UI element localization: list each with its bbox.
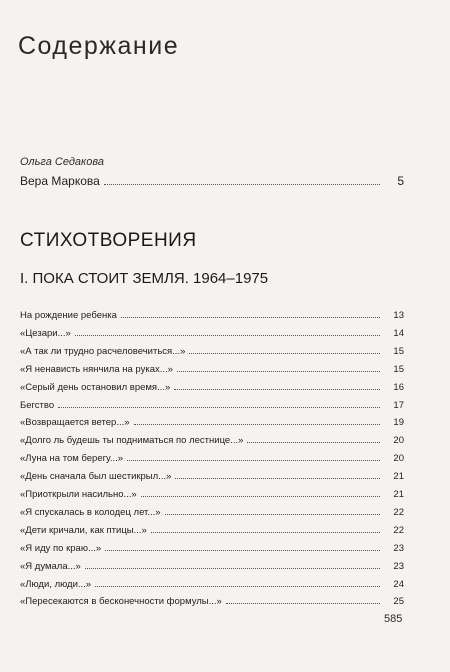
dot-leader [226, 602, 380, 604]
toc-entry[interactable] [20, 466, 404, 482]
toc-entry-title: «А так ли трудно расчеловечиться...» [20, 345, 186, 357]
toc-entry-title: «Цезари...» [20, 327, 71, 339]
toc-entry-page: 15 [393, 363, 404, 375]
toc-entry-title: Вера Маркова [20, 174, 100, 188]
toc-entry-title: «Луна на том берегу...» [20, 453, 124, 465]
toc-entry[interactable] [20, 591, 404, 607]
toc-entry-page: 13 [393, 310, 404, 321]
dot-leader [134, 423, 380, 425]
toc-entry-page: 23 [393, 542, 404, 554]
dot-leader [58, 406, 380, 408]
dot-leader [104, 183, 380, 185]
toc-entry-title: «Возвращается ветер...» [20, 417, 130, 429]
toc-entry[interactable] [20, 412, 404, 428]
foreword-author: Ольга Седакова [20, 156, 104, 168]
toc-entry-page: 21 [393, 471, 404, 483]
contents-title: Содержание [18, 32, 180, 60]
part-title: I. ПОКА СТОИТ ЗЕМЛЯ. 1964–1975 [20, 270, 269, 287]
toc-entry-title: «Пересекаются в бесконечности формулы...» [20, 596, 222, 608]
toc-entry[interactable] [20, 538, 404, 554]
toc-entry[interactable] [20, 484, 404, 500]
toc-entry[interactable] [20, 341, 404, 357]
toc-entry-title: «Я спускалась в колодец лет...» [20, 506, 161, 518]
toc-entry[interactable] [20, 502, 404, 518]
toc-entry-page: 16 [393, 381, 404, 393]
dot-leader [175, 477, 380, 479]
toc-entry-page: 14 [393, 327, 404, 339]
dot-leader [95, 585, 380, 587]
toc-entry[interactable] [20, 377, 404, 393]
dot-leader [141, 495, 380, 497]
dot-leader [174, 388, 380, 390]
toc-entry[interactable] [20, 574, 404, 590]
toc-entry[interactable] [20, 305, 404, 321]
toc-entry-page: 20 [393, 453, 404, 465]
toc-entry[interactable] [20, 448, 404, 464]
toc-entry-page: 5 [397, 174, 404, 188]
dot-leader [121, 316, 380, 318]
dot-leader [151, 531, 380, 533]
toc-entry[interactable] [20, 556, 404, 572]
toc-entry-title: «Люди, люди...» [20, 578, 92, 590]
toc-entry[interactable] [20, 323, 404, 339]
toc-entry-page: 25 [393, 596, 404, 608]
dot-leader [165, 513, 380, 515]
toc-entry-page: 22 [393, 506, 404, 518]
toc-entry-page: 23 [393, 560, 404, 572]
dot-leader [105, 549, 380, 551]
toc-entry-page: 19 [393, 417, 404, 429]
dot-leader [85, 567, 380, 569]
dot-leader [247, 441, 380, 443]
toc-entry-title: «Я ненависть нянчила на руках...» [20, 363, 173, 375]
page-number: 585 [384, 613, 403, 625]
dot-leader [189, 352, 380, 354]
toc-entry-title: «Я думала...» [20, 560, 81, 572]
dot-leader [127, 459, 380, 461]
toc-entry-title: «Дети кричали, как птицы...» [20, 524, 147, 536]
toc-entry-page: 22 [393, 524, 404, 536]
toc-entry-title: Бегство [20, 399, 55, 411]
toc-entry-title: На рождение ребенка [20, 310, 117, 321]
section-title: СТИХОТВОРЕНИЯ [20, 230, 197, 251]
dot-leader [75, 334, 380, 336]
toc-entry-page: 15 [393, 345, 404, 357]
toc-entry-title: «Долго ль будешь ты подниматься по лестнице...» [20, 435, 244, 447]
toc-entry[interactable] [20, 359, 404, 375]
toc-entry-title: «Приоткрыли насильно...» [20, 489, 137, 500]
toc-entry-page: 24 [393, 578, 404, 590]
toc-entry[interactable] [20, 430, 404, 446]
toc-entry-title: «День сначала был шестикрыл...» [20, 471, 172, 483]
toc-entry-page: 20 [393, 435, 404, 447]
toc-entry-foreword[interactable] [20, 170, 404, 188]
toc-entry[interactable] [20, 395, 404, 411]
toc-entry-page: 21 [393, 489, 404, 500]
dot-leader [177, 370, 380, 372]
toc-entry[interactable] [20, 520, 404, 536]
toc-entry-page: 17 [393, 399, 404, 411]
toc-entry-title: «Я иду по краю...» [20, 542, 102, 554]
toc-entry-title: «Серый день остановил время...» [20, 381, 171, 393]
